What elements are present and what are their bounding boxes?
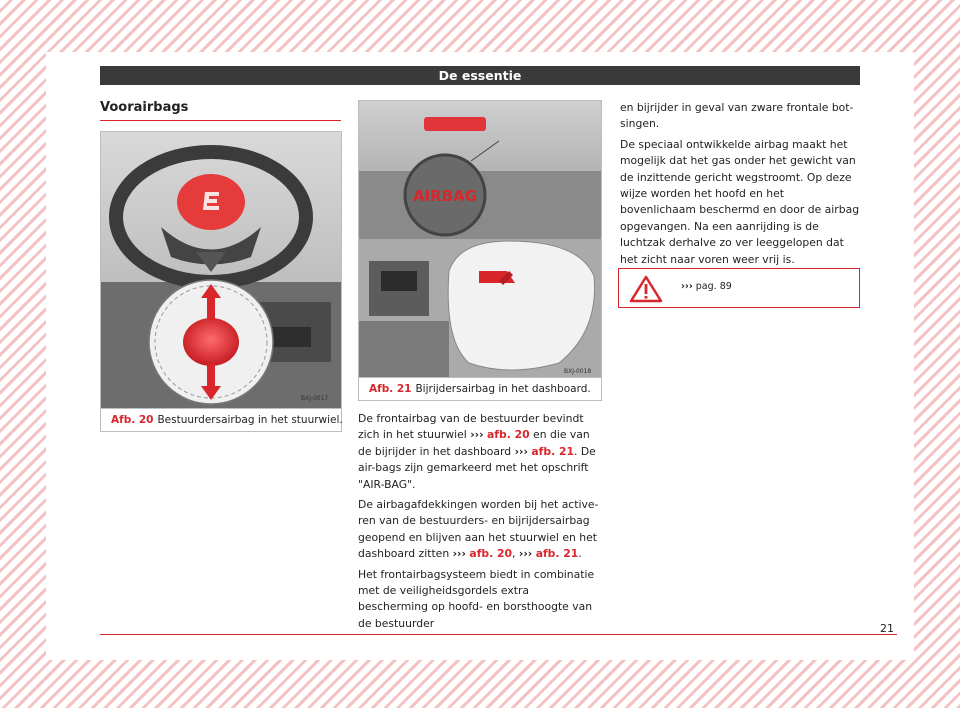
figure-code: BXJ-0017 xyxy=(301,395,329,402)
page-footer-rule xyxy=(100,634,897,635)
paragraph xyxy=(358,497,602,563)
body-text-column-3 xyxy=(620,100,862,272)
warning-page-link[interactable] xyxy=(681,281,732,292)
text-span: De frontairbag van de bestuurder bevindt zich in het stuurwiel xyxy=(358,412,584,442)
paragraph: en bijrijder in geval van zware frontale bot-singen. xyxy=(620,101,854,131)
figure-20 xyxy=(100,131,342,432)
warning-triangle-icon xyxy=(629,275,663,303)
figure-link[interactable]: afb. 20 xyxy=(469,547,513,561)
text-span: . xyxy=(578,547,582,561)
figure-link[interactable]: afb. 21 xyxy=(535,547,579,561)
figure-number: Afb. 20 xyxy=(111,414,154,426)
chevron-icon: ››› xyxy=(518,547,533,561)
chevron-icon: ››› xyxy=(681,281,693,292)
paragraph: De speciaal ontwikkelde airbag maakt het mogelijk dat het gas onder het gewicht van de inzittende gericht wegstroomt. Op deze wijze worden het hoofd en het bovenlichaam beschermd en door de airbag opgevangen. Na een aanrijding is de luchtzak derhalve zo ver leeggelopen dat het zicht naar voren weer vrij is. xyxy=(620,137,860,266)
page-number: 21 xyxy=(880,622,894,635)
text-span: De airbagafdekkingen worden bij het active-ren van de bestuurders- en bijrijdersairbag geopend en blijven aan het stuurwiel en het dashboard zitten xyxy=(358,498,599,561)
warning-ref-text: pag. 89 xyxy=(695,281,732,292)
figure-21 xyxy=(358,100,602,401)
section-title-rule xyxy=(100,120,341,121)
text-span: , xyxy=(512,547,516,561)
paragraph: Het frontairbagsysteem biedt in combinatie met de veiligheidsgordels extra bescherming op hoofd- en borsthoogte van de bestuurder xyxy=(358,567,595,630)
dashboard-airbag-illustration xyxy=(359,101,601,377)
text-span: en die van de bijrijder in het dashboard xyxy=(358,428,590,458)
text-span: . De air-bags zijn gemarkeerd met het opschrift "AIR-BAG". xyxy=(358,444,596,491)
figure-caption-text: Bestuurdersairbag in het stuurwiel. xyxy=(157,414,343,426)
chevron-icon: ››› xyxy=(470,428,484,442)
warning-box xyxy=(618,268,860,308)
figure-link[interactable]: afb. 21 xyxy=(531,444,574,458)
figure-caption-text: Bijrijdersairbag in het dashboard. xyxy=(415,383,591,395)
chevron-icon: ››› xyxy=(514,444,528,458)
paragraph xyxy=(358,411,602,493)
section-title: Voorairbags xyxy=(100,100,189,115)
airbag-label: AIRBAG xyxy=(412,187,478,205)
steering-wheel-airbag-illustration xyxy=(101,132,341,408)
figure-link[interactable]: afb. 20 xyxy=(487,428,530,442)
chevron-icon: ››› xyxy=(452,547,466,561)
body-text-column-2 xyxy=(358,411,602,636)
figure-caption xyxy=(101,408,341,431)
chapter-header: De essentie xyxy=(100,66,860,85)
figure-caption xyxy=(359,377,601,400)
figure-number: Afb. 21 xyxy=(369,383,412,395)
figure-code: BXJ-0018 xyxy=(564,368,592,375)
